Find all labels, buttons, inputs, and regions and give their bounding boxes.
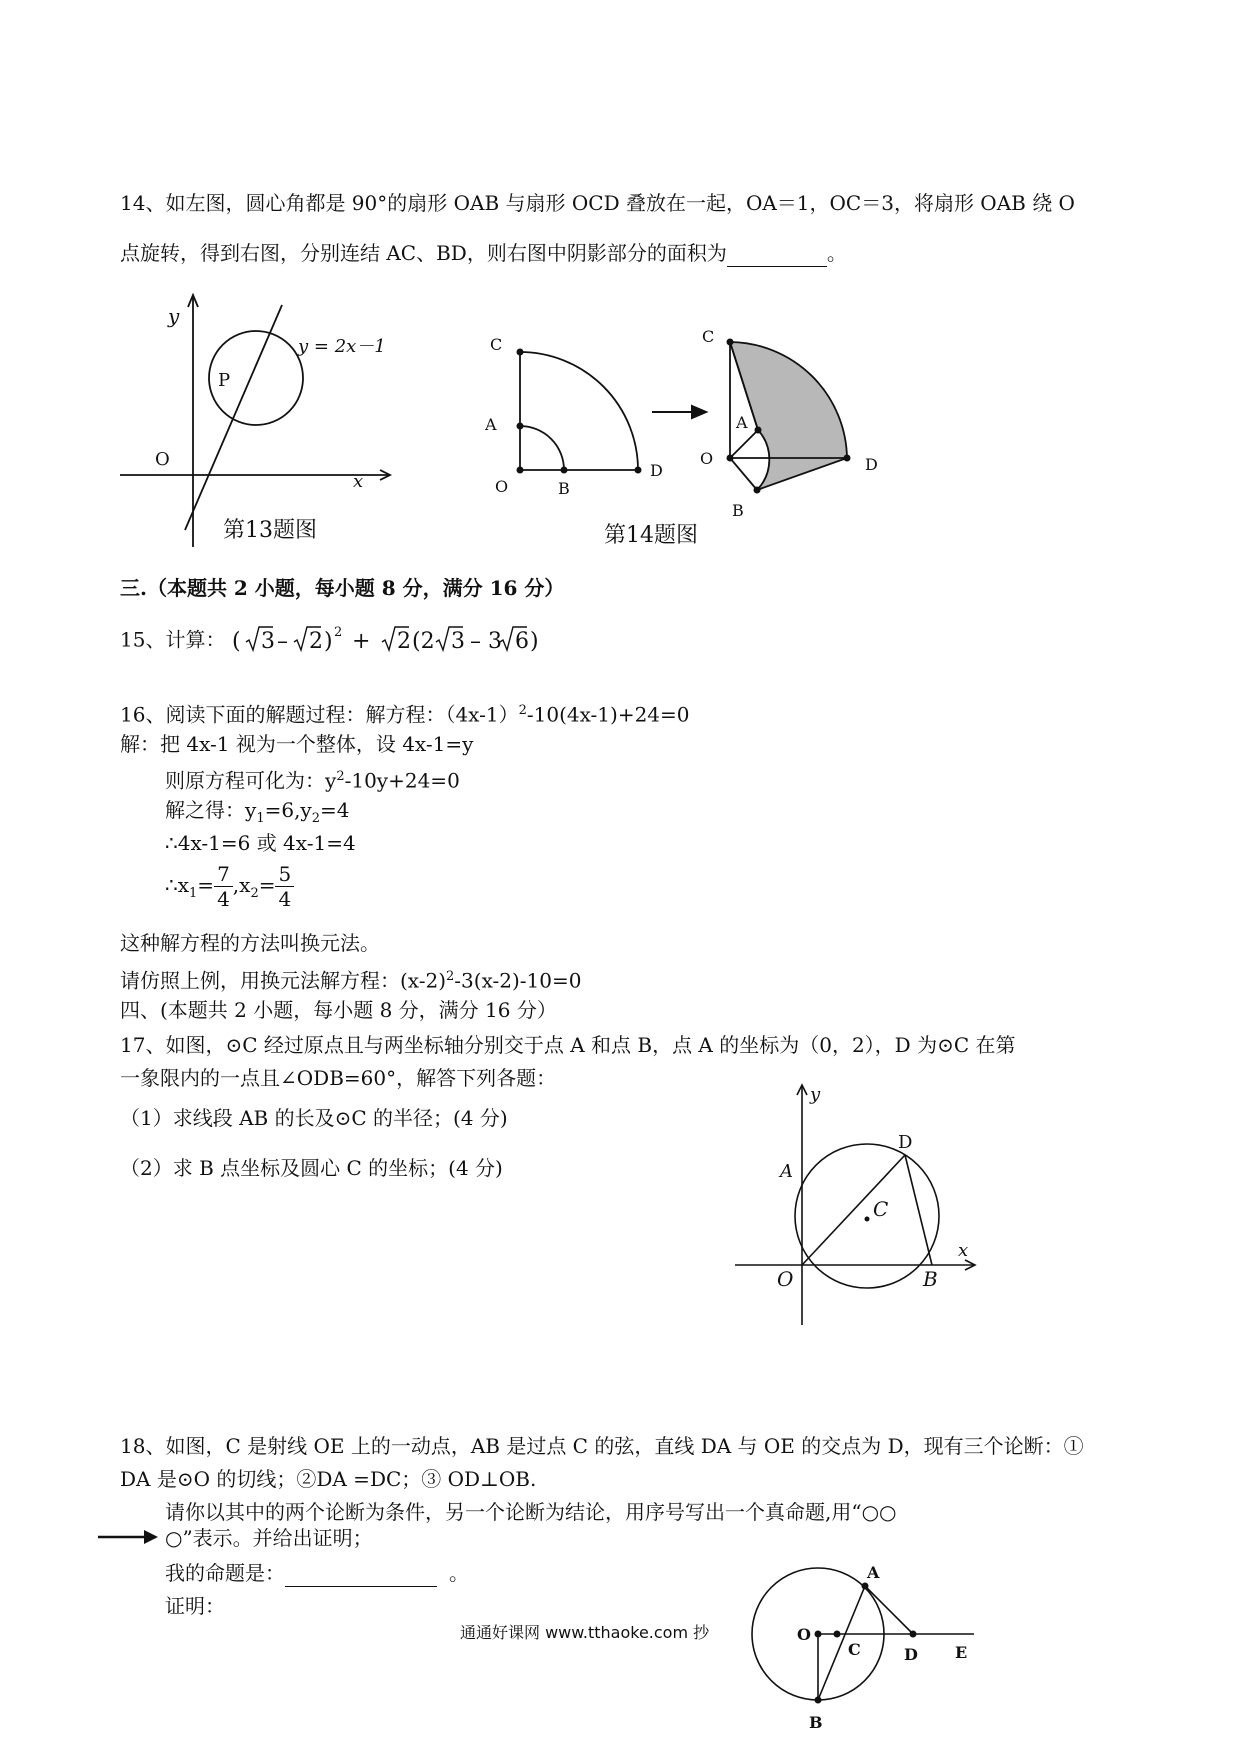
fig14-left-b: B xyxy=(558,479,570,498)
q16-line-4-sub2: 2 xyxy=(311,811,321,826)
q16-line-6-d: = xyxy=(258,873,276,897)
fig13-origin-label: O xyxy=(155,449,170,470)
q16-fraction-1 xyxy=(214,862,233,911)
q16-line-8-sup: 2 xyxy=(446,969,455,984)
fig17-c-label: C xyxy=(873,1197,889,1221)
q16-line-3-text: 则原方程可化为：y xyxy=(165,768,337,793)
q16-line-6-a: ∴x xyxy=(165,873,190,897)
fig14-left-c: C xyxy=(490,335,503,354)
fig18-o-label: O xyxy=(797,1625,811,1644)
fig14-right-b: B xyxy=(732,501,744,520)
q17-part-2: （2）求 B 点坐标及圆心 C 的坐标；(4 分) xyxy=(120,1156,503,1180)
fig13-center-label: P xyxy=(218,370,231,391)
q16-line-6-sub1: 1 xyxy=(189,886,198,901)
q15-line xyxy=(120,625,552,657)
fig17-d-label: D xyxy=(898,1132,913,1153)
q16-line-8-b: -3(x-2)-10=0 xyxy=(454,968,582,993)
fig13-y-label: y xyxy=(168,304,180,328)
svg-text:6: 6 xyxy=(514,629,529,654)
q18-line-1: 18、如图，C 是射线 OE 上的一动点，AB 是过点 C 的弦，直线 DA 与 OE 的交点为 D，现有三个论断：① xyxy=(120,1434,1084,1458)
fig17-od xyxy=(802,1155,905,1265)
svg-text:2: 2 xyxy=(396,629,411,654)
svg-text:(2: (2 xyxy=(411,629,435,654)
fig13-caption: 第13题图 xyxy=(223,518,317,543)
fig17-x-label: x xyxy=(958,1240,969,1261)
q16-line-4-b: =6,y xyxy=(264,798,312,822)
q16-line-1 xyxy=(120,698,690,728)
svg-text:2: 2 xyxy=(308,629,323,654)
q18-margin-arrow xyxy=(98,1528,160,1546)
svg-text:): ) xyxy=(323,629,333,654)
q16-line-8-a: 请仿照上例，用换元法解方程：(x-2) xyxy=(120,968,447,993)
q17-line-2: 一象限内的一点且∠ODB=60°，解答下列各题： xyxy=(120,1066,557,1090)
fig14-right-a: A xyxy=(736,413,748,432)
q15-expression xyxy=(232,623,552,655)
q16-line-6-c: ,x xyxy=(232,873,251,897)
fig18-c-label: C xyxy=(848,1640,861,1659)
fig18-a-label: A xyxy=(867,1563,880,1582)
q18-line-5 xyxy=(165,1560,469,1587)
fig14-left-o: O xyxy=(495,477,509,496)
fig14-right-d: D xyxy=(865,455,878,474)
fig17-b-label: B xyxy=(923,1267,938,1291)
fig14-arrow-head xyxy=(692,406,706,418)
section-4-heading: 四、(本题共 2 小题，每小题 8 分，满分 16 分） xyxy=(120,998,557,1022)
q16-line-4-c: =4 xyxy=(320,798,350,822)
q16-line-8 xyxy=(120,964,581,994)
fig14-caption: 第14题图 xyxy=(604,523,698,548)
fig17-circle-c xyxy=(795,1144,939,1288)
q14-line-2-end: 。 xyxy=(826,241,847,265)
q16-fraction-1-num: 7 xyxy=(214,862,233,887)
svg-text:3: 3 xyxy=(450,629,465,654)
q16-line-5: ∴4x-1=6 或 4x-1=4 xyxy=(165,831,356,855)
svg-text:– 3: – 3 xyxy=(469,629,502,654)
fig14-right-o: O xyxy=(700,449,714,468)
svg-text:–: – xyxy=(276,629,288,654)
fig14-left-a: A xyxy=(485,415,497,434)
q16-line-1-text: 16、阅读下面的解题过程：解方程：（4x-1） xyxy=(120,702,519,727)
q16-line-3 xyxy=(165,764,460,794)
fig18-d-label: D xyxy=(904,1645,918,1664)
q18-line-3: 请你以其中的两个论断为条件，另一个论断为结论，用序号写出一个真命题,用“○○ xyxy=(165,1500,897,1524)
fig17-o-label: O xyxy=(777,1267,794,1291)
q16-line-2: 解：把 4x-1 视为一个整体，设 4x-1=y xyxy=(120,732,474,756)
svg-text:3: 3 xyxy=(260,629,275,654)
svg-text:(: ( xyxy=(231,629,241,654)
q16-line-4-a: 解之得：y xyxy=(165,798,257,822)
svg-text:): ) xyxy=(529,629,539,654)
q18-line-6: 证明： xyxy=(165,1594,225,1618)
q18-line-5-text: 我的命题是： xyxy=(165,1561,285,1585)
q16-fraction-2 xyxy=(275,862,294,911)
q14-line-2 xyxy=(120,240,847,267)
q18-line-4: ○”表示。并给出证明； xyxy=(165,1526,373,1550)
fig18-da xyxy=(865,1586,913,1634)
q18-line-5-end: 。 xyxy=(449,1561,469,1585)
q17-part-1: （1）求线段 AB 的长及⊙C 的半径；(4 分) xyxy=(120,1106,508,1130)
q16-fraction-1-den: 4 xyxy=(217,887,230,911)
fig17-a-label: A xyxy=(780,1161,793,1182)
figure-13 xyxy=(115,285,415,555)
q16-line-6 xyxy=(165,862,294,911)
q16-line-3-rest: -10y+24=0 xyxy=(344,768,460,793)
q18-answer-blank xyxy=(285,1560,437,1587)
q15-prefix: 15、计算： xyxy=(120,627,226,652)
q16-line-4 xyxy=(165,797,350,832)
q14-line-2-text: 点旋转，得到右图，分别连结 AC、BD，则右图中阴影部分的面积为 xyxy=(120,241,727,265)
q14-answer-blank xyxy=(727,240,827,267)
q16-line-6-sub2: 2 xyxy=(250,886,259,901)
q16-line-4-sub1: 1 xyxy=(256,811,265,826)
fig17-db xyxy=(905,1155,932,1265)
q14-line-1: 14、如左图，圆心角都是 90°的扇形 OAB 与扇形 OCD 叠放在一起，OA＝1，OC＝3，将扇形 OAB 绕 O xyxy=(120,191,1075,215)
fig18-b-label: B xyxy=(809,1713,823,1732)
q16-line-1-sup: 2 xyxy=(518,703,527,718)
figure-18 xyxy=(752,1548,992,1748)
fig18-e-label: E xyxy=(955,1643,968,1662)
q16-line-1-rest: -10(4x-1)+24=0 xyxy=(526,702,690,727)
fig14-right-c: C xyxy=(702,327,715,346)
fig13-line xyxy=(185,305,282,530)
fig13-line-label: y = 2x－1 xyxy=(298,336,386,357)
q17-line-1: 17、如图，⊙C 经过原点且与两坐标轴分别交于点 A 和点 B，点 A 的坐标为（0，2），D 为⊙C 在第 xyxy=(120,1033,1016,1057)
q16-line-7: 这种解方程的方法叫换元法。 xyxy=(120,931,380,955)
figure-14 xyxy=(480,320,890,560)
figure-17 xyxy=(735,1080,985,1330)
footer-watermark: 通通好课网 www.tthaoke.com 抄 xyxy=(460,1623,710,1642)
fig14-arc-ab xyxy=(520,426,564,470)
fig14-arc-cd xyxy=(520,352,638,470)
q16-line-3-sup: 2 xyxy=(336,769,345,784)
section-3-heading: 三.（本题共 2 小题，每小题 8 分，满分 16 分） xyxy=(120,576,565,600)
q16-fraction-2-den: 4 xyxy=(278,887,292,911)
q16-line-6-b: = xyxy=(197,873,215,897)
fig17-center-dot xyxy=(865,1217,870,1222)
fig13-x-label: x xyxy=(353,471,364,492)
fig17-y-label: y xyxy=(810,1084,821,1105)
q16-fraction-2-num: 5 xyxy=(275,862,294,887)
svg-text:+: + xyxy=(351,629,371,654)
q18-line-2: DA 是⊙O 的切线；②DA =DC；③ OD⊥OB. xyxy=(120,1467,537,1491)
svg-text:2: 2 xyxy=(333,625,343,640)
fig14-left-d: D xyxy=(650,461,663,480)
